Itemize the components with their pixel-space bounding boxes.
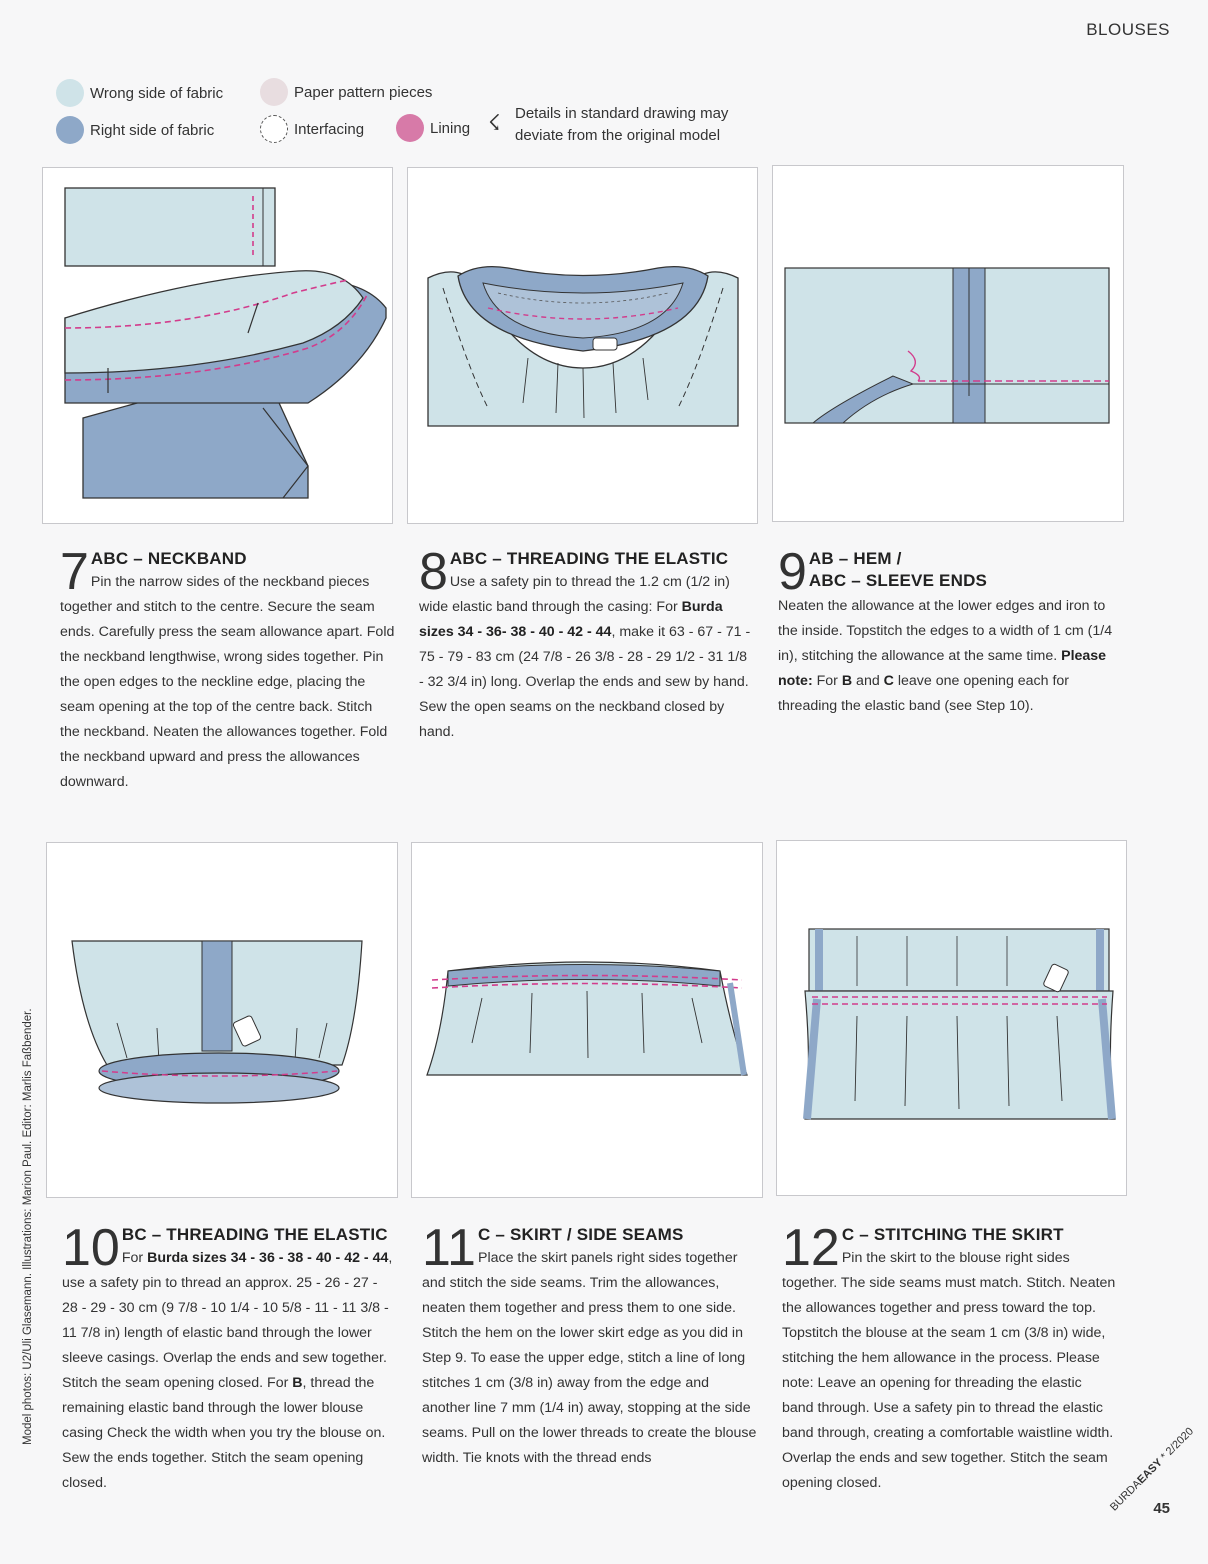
image-credit: Model photos: U2/Uli Glasemann. Illustrations: Marion Paul. Editor: Marlis Faßbender. bbox=[22, 1008, 34, 1445]
issue-label bbox=[1108, 1425, 1196, 1513]
step-11-title: C – SKIRT / SIDE SEAMS bbox=[477, 1225, 684, 1244]
step-9-note-label: Please note: bbox=[778, 648, 1107, 689]
step-8-body bbox=[419, 570, 754, 745]
step-12 bbox=[782, 1219, 1117, 1496]
illustration-neckband bbox=[42, 167, 393, 524]
step-7 bbox=[60, 543, 395, 795]
step-12-body: Pin the skirt to the blouse right sides together. The side seams must match. Stitch. Neaten the allowances together and press toward the top. Topstitch the blouse at the seam 1 cm (3/8 in) wide, stitching the hem allowance in the process. Please note: Leave an opening for threading the elastic band through. Use a safety pin to thread the elastic band through, creating a comfortable waistline width. Overlap the ends and sew together. Stitch the seam opening closed. bbox=[782, 1250, 1116, 1491]
step-10 bbox=[62, 1219, 397, 1496]
legend-right-side bbox=[56, 116, 214, 144]
lightning-icon: ☇ bbox=[488, 110, 501, 135]
step-9-note-and: and bbox=[852, 673, 884, 689]
step-8-body-intro: Use a safety pin to thread the 1.2 cm (1/2 in) wide elastic band through the casing: For bbox=[419, 574, 730, 615]
step-9-note-c: C bbox=[883, 673, 894, 689]
legend-note-line2: deviate from the original model bbox=[515, 127, 721, 144]
step-9-title-line2: ABC – SLEEVE ENDS bbox=[808, 571, 988, 590]
step-11-body: Place the skirt panels right sides together and stitch the side seams. Trim the allowances, neaten them together and press them to one side. Stitch the hem on the lower skirt edge as you did in Step 9. To ease the upper edge, stitch a line of long stitches 1 cm (3/8 in) away from the edge and another line 7 mm (1/4 in) away, stopping at the side seams. Pull on the lower threads to create the blouse width. Tie knots with the thread ends bbox=[422, 1250, 757, 1466]
step-8-number: 8 bbox=[419, 543, 448, 601]
paper-swatch bbox=[260, 78, 288, 106]
illustration-sleeve-elastic bbox=[46, 842, 398, 1198]
legend-paper bbox=[260, 78, 432, 106]
illustration-skirt bbox=[411, 842, 763, 1198]
step-9-note-rest: leave one opening each for threading the elastic band (see Step 10). bbox=[778, 673, 1070, 714]
illustration-neckline-elastic bbox=[407, 167, 758, 524]
step-10-title: BC – THREADING THE ELASTIC bbox=[121, 1225, 388, 1244]
step-10-body-sizes: Burda sizes 34 - 36 - 38 - 40 - 42 - 44 bbox=[147, 1250, 389, 1266]
legend-paper-label: Paper pattern pieces bbox=[294, 83, 433, 101]
step-7-title: ABC – NECKBAND bbox=[90, 549, 247, 568]
interfacing-swatch bbox=[260, 115, 288, 143]
legend-wrong-side-label: Wrong side of fabric bbox=[90, 84, 224, 102]
legend-lining bbox=[396, 114, 470, 142]
legend-lining-label: Lining bbox=[430, 119, 471, 137]
legend-wrong-side bbox=[56, 79, 223, 107]
wrong-side-swatch bbox=[56, 79, 84, 107]
step-10-body-b: B bbox=[292, 1375, 303, 1391]
step-9-number: 9 bbox=[778, 543, 807, 601]
step-9-body-main: Neaten the allowance at the lower edges and iron to the inside. Topstitch the edges to a width of 1 cm (1/4 in), stitching the allowance at the same time. bbox=[778, 598, 1113, 664]
step-10-number: 10 bbox=[62, 1219, 120, 1277]
step-12-number: 12 bbox=[782, 1219, 840, 1277]
step-10-body-intro: For bbox=[121, 1250, 148, 1266]
step-10-body bbox=[62, 1246, 397, 1496]
legend-interfacing bbox=[260, 115, 364, 143]
illustration-skirt-stitched bbox=[776, 840, 1127, 1196]
legend-interfacing-label: Interfacing bbox=[294, 120, 365, 138]
page-number: 45 bbox=[1153, 1500, 1170, 1517]
illustration-hem bbox=[772, 165, 1124, 522]
step-12-title: C – STITCHING THE SKIRT bbox=[841, 1225, 1064, 1244]
step-9-note-a: For bbox=[812, 673, 842, 689]
step-7-number: 7 bbox=[60, 543, 89, 601]
step-8-body-rest: , make it 63 - 67 - 71 - 75 - 79 - 83 cm (24 7/8 - 26 3/8 - 28 - 29 1/2 - 31 1/8 - 32 3/4 in) long. Overlap the ends and sew by hand. Sew the open seams on the neckband closed by hand. bbox=[419, 624, 751, 740]
issue-brand-bold: EASY bbox=[1135, 1456, 1165, 1487]
step-8-body-sizes: Burda sizes 34 - 36- 38 - 40 - 42 - 44 bbox=[419, 599, 723, 640]
step-11 bbox=[422, 1219, 757, 1471]
step-10-body-rest: , thread the remaining elastic band through the lower blouse casing Check the width when you try the blouse on. Sew the ends together. Stitch the seam opening closed. bbox=[62, 1375, 386, 1491]
step-9-note-b: B bbox=[841, 673, 853, 689]
legend-right-side-label: Right side of fabric bbox=[90, 121, 215, 139]
step-9 bbox=[778, 543, 1118, 719]
step-11-number: 11 bbox=[422, 1219, 476, 1277]
step-10-body-mid: , use a safety pin to thread an approx. 25 - 26 - 27 - 28 - 29 - 30 cm (9 7/8 - 10 1/4 - 10 5/8 - 11 - 11 3/8 - 11 7/8 in) length of elastic band through the lower sleeve casings. Overlap the ends and sew together. Stitch the seam opening closed. For bbox=[62, 1250, 393, 1391]
lining-swatch bbox=[396, 114, 424, 142]
right-side-swatch bbox=[56, 116, 84, 144]
issue-number: 2/2020 bbox=[1163, 1425, 1197, 1458]
step-9-title-line1: AB – HEM / bbox=[808, 549, 902, 568]
issue-brand: BURDA bbox=[1108, 1477, 1144, 1514]
step-9-body bbox=[778, 594, 1118, 719]
step-8 bbox=[419, 543, 754, 745]
issue-star: * bbox=[1156, 1449, 1173, 1466]
section-title: BLOUSES bbox=[1086, 20, 1170, 39]
legend-note-line1: Details in standard drawing may bbox=[515, 105, 729, 122]
step-8-title: ABC – THREADING THE ELASTIC bbox=[449, 549, 729, 568]
step-7-body: Pin the narrow sides of the neckband pieces together and stitch to the centre. Secure the seam ends. Carefully press the seam allowance apart. Fold the neckband lengthwise, wrong sides together. Pin the open edges to the neckline edge, placing the seam opening at the top of the centre back. Stitch the neckband. Neaten the allowances together. Fold the neckband upward and press the allowances downward. bbox=[60, 574, 395, 790]
legend-note bbox=[515, 103, 728, 147]
